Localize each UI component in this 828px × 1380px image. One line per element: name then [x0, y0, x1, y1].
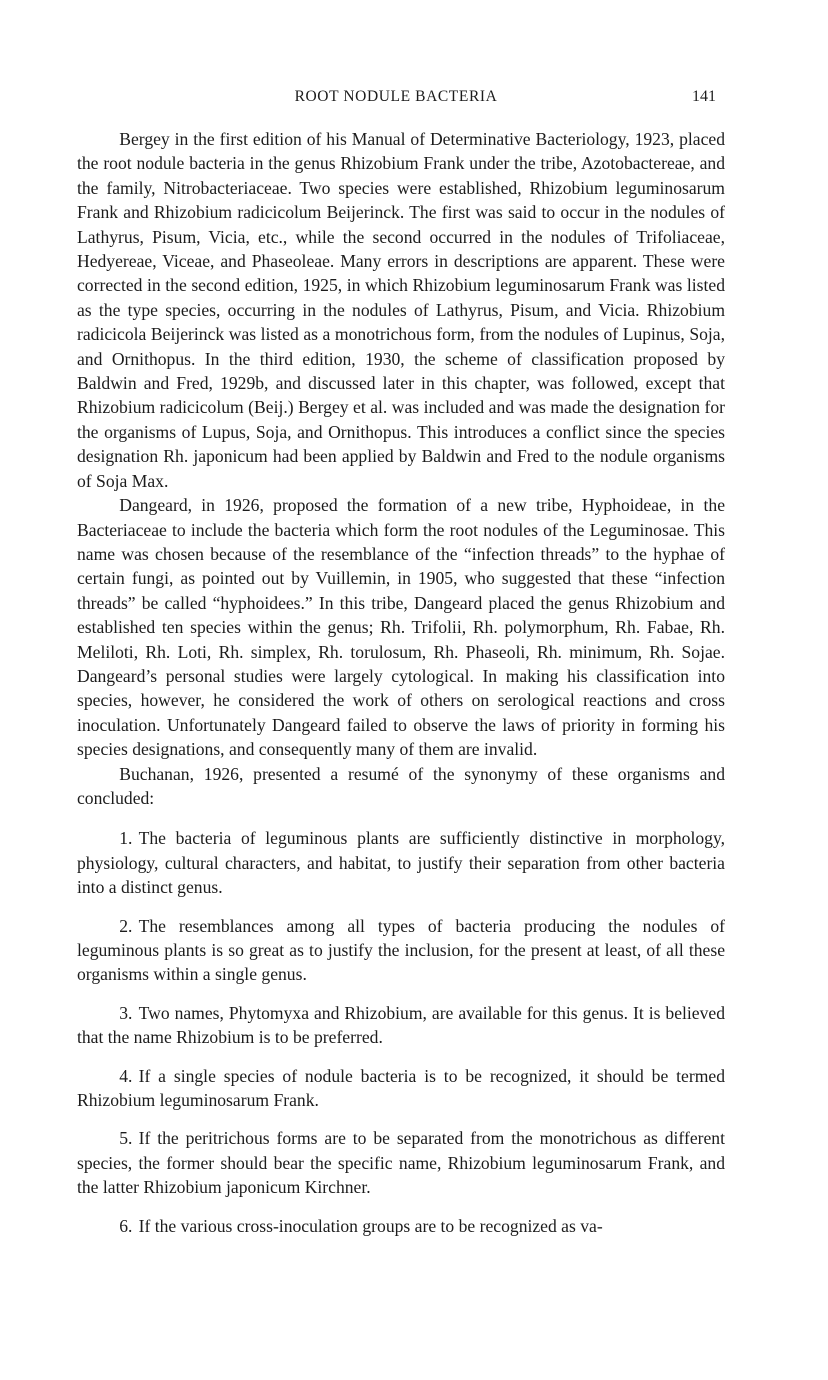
list-item [77, 1001, 725, 1050]
list-item-text: The bacteria of leguminous plants are sufficiently distinctive in morphology, physiology, cultural characters, and habitat, to justify their separation from other bacteria into a distinct genus. [77, 828, 725, 898]
list-item [77, 826, 725, 899]
running-title: ROOT NODULE BACTERIA [294, 88, 498, 105]
paragraph-bergey: Bergey in the first edition of his Manual of Determinative Bacteriology, 1923, placed the root nodule bacteria in the genus Rhizobium Frank under the tribe, Azotobactereae, and the family, Nitrobacteriaceae. Two species were established, Rhizobium leguminosarum Frank and Rhizobium radicicolum Beijerinck. The first was said to occur in the nodules of Lathyrus, Pisum, Vicia, etc., while the second occurred in the nodules of Trifoliaceae, Hedyereae, Viceae, and Phaseoleae. Many errors in descriptions are apparent. These were corrected in the second edition, 1925, in which Rhizobium leguminosarum Frank was listed as the type species, occurring in the nodules of Lathyrus, Pisum, and Vicia. Rhizobium radicicola Beijerinck was listed as a monotrichous form, from the nodules of Lupinus, Soja, and Ornithopus. In the third edition, 1930, the scheme of classification proposed by Baldwin and Fred, 1929b, and discussed later in this chapter, was followed, except that Rhizobium radicicolum (Beij.) Bergey et al. was included and was made the designation for the organisms of Lupus, Soja, and Ornithopus. This introduces a conflict since the species designation Rh. japonicum had been applied by Baldwin and Fred to the nodule organisms of Soja Max. [77, 129, 725, 491]
list-item-text: If the various cross-inoculation groups are to be recognized as va- [138, 1215, 603, 1236]
conclusions-list [77, 826, 725, 1238]
list-item-number: 4. [119, 1065, 133, 1086]
list-item-number: 3. [119, 1002, 133, 1023]
list-item-number: 6. [119, 1215, 133, 1236]
list-item-number: 2. [119, 915, 133, 936]
list-item [77, 1126, 725, 1199]
paragraph-dangeard: Dangeard, in 1926, proposed the formation of a new tribe, Hyphoideae, in the Bacteriaceae to include the bacteria which form the root nodules of the Leguminosae. This name was chosen because of the resemblance of the “infection threads” to the hyphae of certain fungi, as pointed out by Vuillemin, in 1905, who suggested that these “infection threads” be called “hyphoidees.” In this tribe, Dangeard placed the genus Rhizobium and established ten species within the genus; Rh. Trifolii, Rh. polymorphum, Rh. Fabae, Rh. Meliloti, Rh. Loti, Rh. simplex, Rh. torulosum, Rh. Phaseoli, Rh. minimum, Rh. Sojae. Dangeard’s personal studies were largely cytological. In making his classification into species, however, he considered the work of others on serological reactions and cross inoculation. Unfortunately Dangeard failed to observe the laws of priority in forming his species designations, and consequently many of them are invalid. [77, 495, 725, 760]
list-item [77, 1064, 725, 1113]
paragraph-buchanan: Buchanan, 1926, presented a resumé of the synonymy of these organisms and concluded: [77, 763, 725, 808]
body-text [77, 127, 725, 1238]
list-item-number: 5. [119, 1128, 133, 1149]
page-header [76, 88, 716, 112]
list-item-text: The resemblances among all types of bacteria producing the nodules of leguminous plants is so great as to justify the inclusion, for the present at least, of all these organisms within a single genus. [77, 915, 725, 985]
list-item [77, 914, 725, 987]
list-item-text: If a single species of nodule bacteria is to be recognized, it should be termed Rhizobium leguminosarum Frank. [77, 1065, 725, 1111]
list-item [77, 1214, 725, 1238]
list-item-number: 1. [119, 828, 133, 849]
list-item-text: If the peritrichous forms are to be separated from the monotrichous as different species, the former should bear the specific name, Rhizobium leguminosarum Frank, and the latter Rhizobium japonicum Kirchner. [77, 1128, 725, 1198]
page-number: 141 [692, 88, 716, 105]
list-item-text: Two names, Phytomyxa and Rhizobium, are available for this genus. It is believed that the name Rhizobium is to be preferred. [77, 1002, 725, 1048]
